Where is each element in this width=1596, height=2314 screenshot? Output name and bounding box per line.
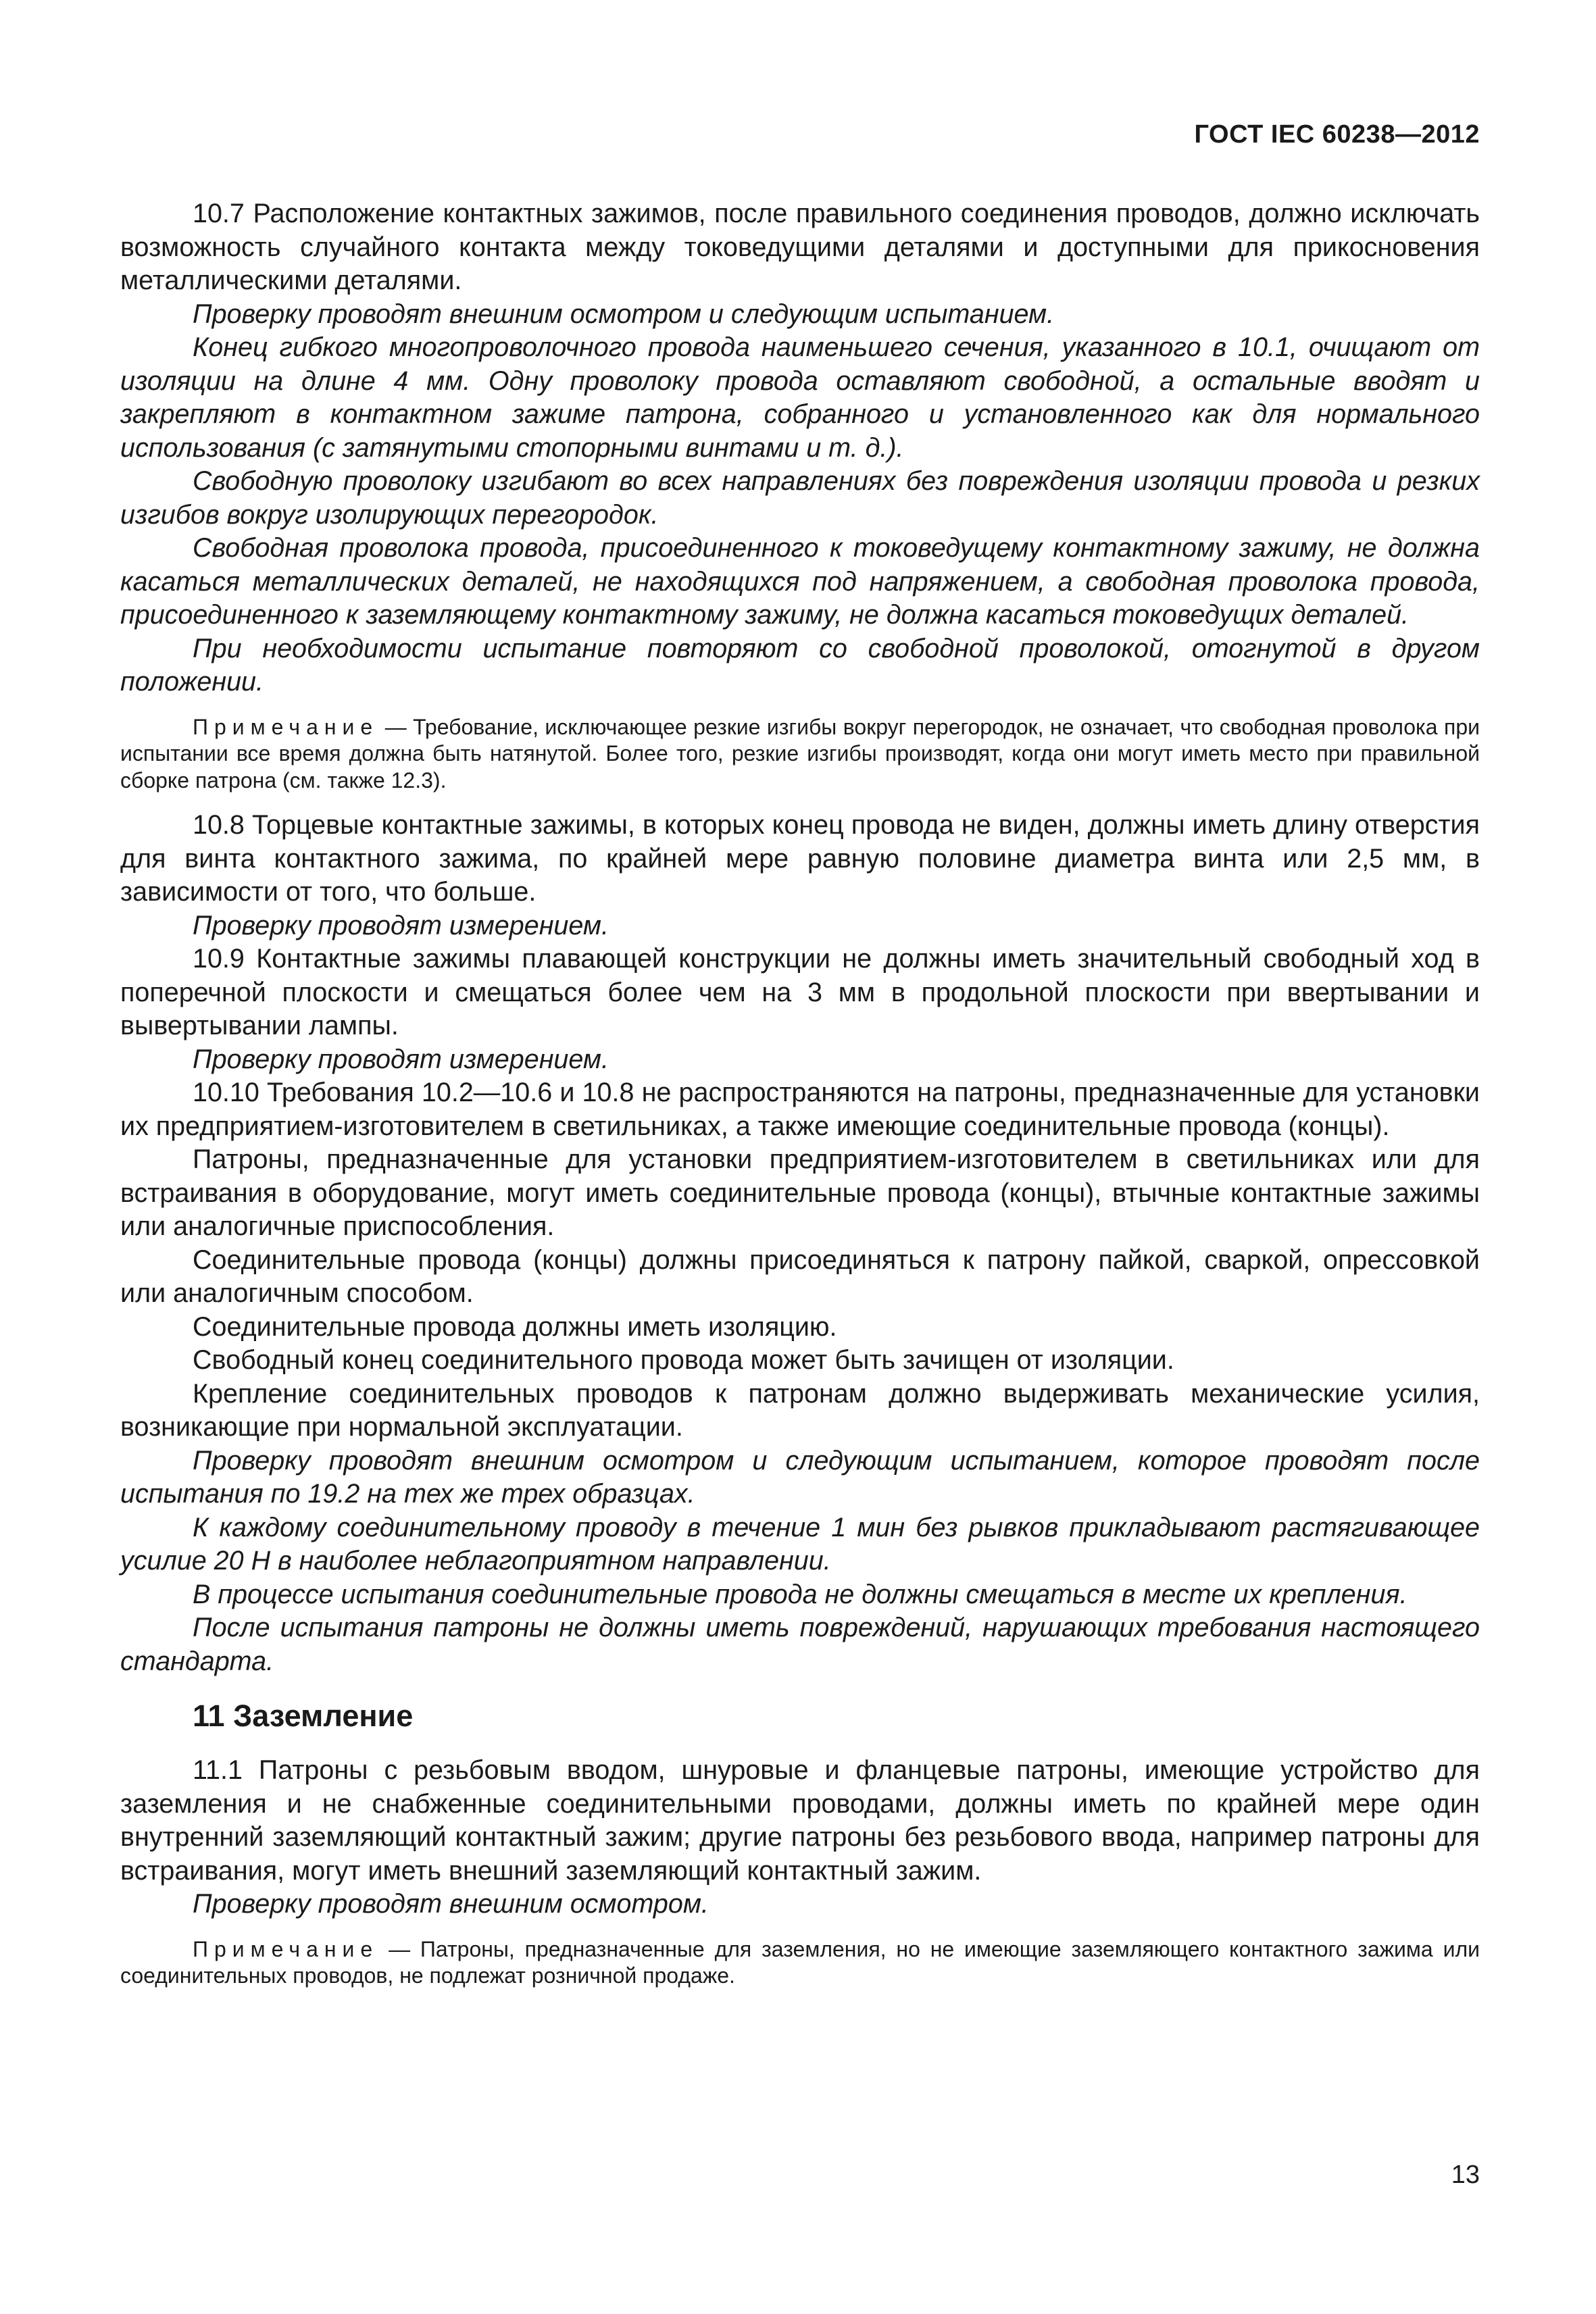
paragraph-free-wire-contact: Свободная проволока провода, присоединенного к токоведущему контактному зажиму, не должна касаться металлических деталей, не находящихся под напряжением, а свободная проволока провода, присоединенного к заземляющему контактному зажиму, не должна касаться токоведущих деталей. xyxy=(120,533,1480,630)
paragraph-leads-fixing: Крепление соединительных проводов к патронам должно выдерживать механические усилия, возникающие при нормальной эксплуатации. xyxy=(120,1378,1480,1442)
paragraph-check-method: Проверку проводят внешним осмотром и следующим испытанием. xyxy=(193,299,1055,329)
paragraph-no-damage: После испытания патроны не должны иметь повреждений, нарушающих требования настоящего стандарта. xyxy=(120,1613,1480,1676)
paragraph-leads-attach: Соединительные провода (концы) должны присоединяться к патрону пайкой, сваркой, опрессовкой или аналогичным способом. xyxy=(120,1244,1480,1308)
paragraph-10-8: 10.8 Торцевые контактные зажимы, в которых конец провода не виден, должны иметь длину отверстия для винта контактного зажима, по крайней мере равную половине диаметра винта или 2,5 мм, в зависимости от того, что больше. xyxy=(120,810,1480,907)
paragraph-check-measure-1: Проверку проводят измерением. xyxy=(193,910,609,940)
paragraph-free-end-stripped: Свободный конец соединительного провода может быть зачищен от изоляции. xyxy=(193,1345,1174,1375)
note-1 xyxy=(120,714,1480,795)
paragraph-10-7: 10.7 Расположение контактных зажимов, после правильного соединения проводов, должно исключать возможность случайного контакта между токоведущими деталями и доступными для прикосновения металлическими деталями. xyxy=(120,199,1480,295)
page-number: 13 xyxy=(1451,2161,1480,2189)
paragraph-check-measure-2: Проверку проводят измерением. xyxy=(193,1044,609,1074)
section-11-title: 11 Заземление xyxy=(193,1699,414,1733)
paragraph-lampholders-builtin: Патроны, предназначенные для установки предприятием-изготовителем в светильниках или для встраивания в оборудование, могут иметь соединительные провода (концы), втычные контактные зажимы или аналогичные приспособления. xyxy=(120,1145,1480,1241)
note-2-label: Примечание xyxy=(193,1936,379,1961)
paragraph-10-10: 10.10 Требования 10.2—10.6 и 10.8 не распространяются на патроны, предназначенные для установки их предприятием-изготовителем в светильниках, а также имеющие соединительные провода (концы). xyxy=(120,1078,1480,1141)
paragraph-pull-force: К каждому соединительному проводу в течение 1 мин без рывков прикладывают растягивающее усилие 20 Н в наиболее неблагоприятном направлении. xyxy=(120,1512,1480,1576)
paragraph-11-1: 11.1 Патроны с резьбовым вводом, шнуровые и фланцевые патроны, имеющие устройство для заземления и не снабженные соединительными проводами, должны иметь по крайней мере один внутренний заземляющий контактный зажим; другие патроны без резьбового ввода, например патроны для встраивания, могут иметь внешний заземляющий контактный зажим. xyxy=(120,1755,1480,1886)
paragraph-repeat-test: При необходимости испытание повторяют со свободной проволокой, отогнутой в другом положении. xyxy=(120,633,1480,697)
note-2-text: — Патроны, предназначенные для заземления, но не имеющие заземляющего контактного зажима или соединительных проводов, не подлежат розничной продаже. xyxy=(120,1936,1480,1988)
paragraph-check-visual: Проверку проводят внешним осмотром. xyxy=(193,1889,709,1919)
note-1-label: Примечание xyxy=(193,714,379,739)
standard-header: ГОСТ IEC 60238—2012 xyxy=(1194,120,1480,149)
paragraph-leads-insulation: Соединительные провода должны иметь изоляцию. xyxy=(193,1311,837,1342)
paragraph-check-after-19-2: Проверку проводят внешним осмотром и следующим испытанием, которое проводят после испытания по 19.2 на тех же трех образцах. xyxy=(120,1445,1480,1509)
note-1-text: — Требование, исключающее резкие изгибы вокруг перегородок, не означает, что свободная проволока при испытании все время должна быть натянутой. Более того, резкие изгибы производят, когда они могут иметь место при правильной сборке патрона (см. также 12.3). xyxy=(120,714,1480,793)
page-body xyxy=(120,197,1480,1990)
paragraph-free-wire-bending: Свободную проволоку изгибают во всех направлениях без повреждения изоляции провода и резких изгибов вокруг изолирующих перегородок. xyxy=(120,466,1480,530)
note-2 xyxy=(120,1936,1480,1990)
paragraph-no-displacement: В процессе испытания соединительные провода не должны смещаться в месте их крепления. xyxy=(193,1579,1407,1609)
paragraph-10-9: 10.9 Контактные зажимы плавающей конструкции не должны иметь значительный свободный ход в поперечной плоскости и смещаться более чем на 3 мм в продольной плоскости при ввертывании и вывертывании лампы. xyxy=(120,944,1480,1040)
paragraph-test-procedure: Конец гибкого многопроволочного провода наименьшего сечения, указанного в 10.1, очищают от изоляции на длине 4 мм. Одну проволоку провода оставляют свободной, а остальные вводят и закрепляют в контактном зажиме патрона, собранного и установленного как для нормального использования (с затянутыми стопорными винтами и т. д.). xyxy=(120,332,1480,463)
